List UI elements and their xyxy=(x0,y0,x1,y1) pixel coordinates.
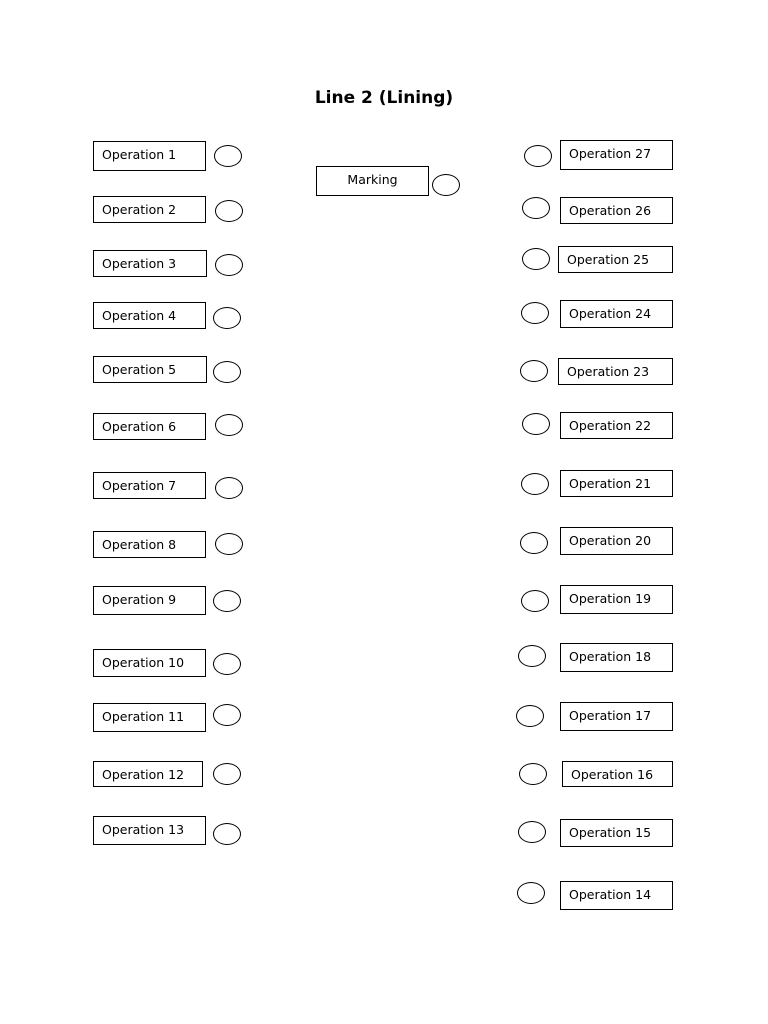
operation-3-box: Operation 3 xyxy=(93,250,207,277)
operation-23-box: Operation 23 xyxy=(558,358,673,385)
operation-7-box: Operation 7 xyxy=(93,472,206,499)
operation-15-box: Operation 15 xyxy=(560,819,673,847)
operation-14-box: Operation 14 xyxy=(560,881,673,910)
operation-16-box: Operation 16 xyxy=(562,761,673,787)
operation-19-station-oval xyxy=(521,590,549,612)
operation-12-box: Operation 12 xyxy=(93,761,203,787)
operation-10-station-oval xyxy=(213,653,241,675)
operation-25-box: Operation 25 xyxy=(558,246,673,273)
operation-4-box: Operation 4 xyxy=(93,302,206,329)
operation-22-station-oval xyxy=(522,413,550,435)
operation-9-station-oval xyxy=(213,590,241,612)
operation-21-box: Operation 21 xyxy=(560,470,673,497)
operation-7-station-oval xyxy=(215,477,243,499)
operation-8-station-oval xyxy=(215,533,243,555)
operation-18-box: Operation 18 xyxy=(560,643,673,672)
operation-15-station-oval xyxy=(518,821,546,843)
operation-1-station-oval xyxy=(214,145,242,167)
operation-23-station-oval xyxy=(520,360,548,382)
operation-13-box: Operation 13 xyxy=(93,816,206,845)
operation-3-station-oval xyxy=(215,254,243,276)
operation-16-station-oval xyxy=(519,763,547,785)
marking-station-oval xyxy=(432,174,460,196)
operation-13-station-oval xyxy=(213,823,241,845)
operation-6-box: Operation 6 xyxy=(93,413,206,440)
operation-21-station-oval xyxy=(521,473,549,495)
operation-20-station-oval xyxy=(520,532,548,554)
operation-19-box: Operation 19 xyxy=(560,585,673,614)
operation-2-box: Operation 2 xyxy=(93,196,206,223)
operation-9-box: Operation 9 xyxy=(93,586,206,615)
operation-14-station-oval xyxy=(517,882,545,904)
operation-4-station-oval xyxy=(213,307,241,329)
operation-22-box: Operation 22 xyxy=(560,412,673,439)
marking-box: Marking xyxy=(316,166,429,196)
operation-1-box: Operation 1 xyxy=(93,141,206,171)
operation-24-station-oval xyxy=(521,302,549,324)
operation-12-station-oval xyxy=(213,763,241,785)
operation-20-box: Operation 20 xyxy=(560,527,673,555)
operation-10-box: Operation 10 xyxy=(93,649,206,677)
operation-8-box: Operation 8 xyxy=(93,531,206,558)
operation-18-station-oval xyxy=(518,645,546,667)
operation-5-station-oval xyxy=(213,361,241,383)
operation-11-station-oval xyxy=(213,704,241,726)
page-title: Line 2 (Lining) xyxy=(314,88,454,108)
operation-26-station-oval xyxy=(522,197,550,219)
operation-6-station-oval xyxy=(215,414,243,436)
operation-25-station-oval xyxy=(522,248,550,270)
operation-24-box: Operation 24 xyxy=(560,300,673,328)
operation-26-box: Operation 26 xyxy=(560,197,673,224)
operation-27-station-oval xyxy=(524,145,552,167)
operation-27-box: Operation 27 xyxy=(560,140,673,170)
operation-2-station-oval xyxy=(215,200,243,222)
operation-5-box: Operation 5 xyxy=(93,356,207,383)
operation-17-box: Operation 17 xyxy=(560,702,673,731)
operation-17-station-oval xyxy=(516,705,544,727)
operation-11-box: Operation 11 xyxy=(93,703,206,732)
